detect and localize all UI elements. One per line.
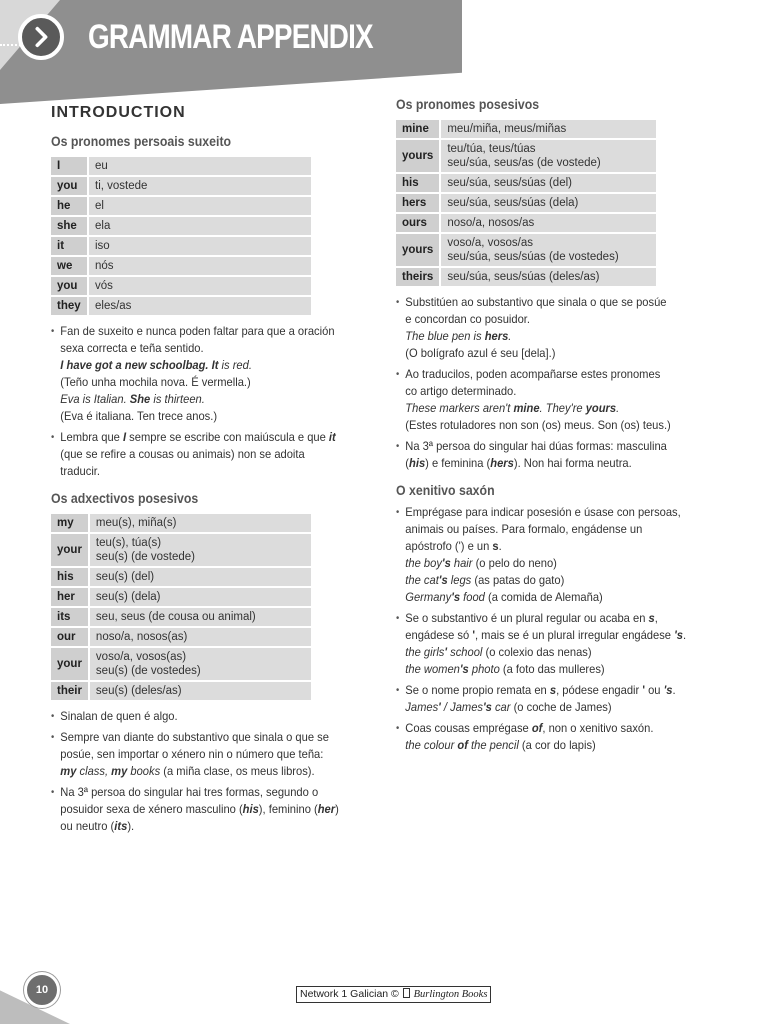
translation-cell: seu/súa, seus/súas (deles/as) [441, 268, 656, 286]
translation-cell: teu/túa, teus/túas seu/súa, seus/as (de vostede) [441, 140, 656, 172]
text-run: Sempre van diante do substantivo que sinala o que se [60, 730, 329, 744]
text-run: James [405, 700, 439, 714]
text-run: (Teño unha mochila nova. É vermella.) [60, 375, 251, 389]
text-run: ' [472, 628, 475, 642]
text-line [405, 572, 690, 589]
table-row [51, 608, 311, 626]
text-run: Substitúen ao substantivo que sinala o que se posúe [405, 295, 667, 309]
text-run: 's [483, 700, 492, 714]
text-run: ), feminino ( [258, 802, 318, 816]
text-run: ou [644, 683, 664, 697]
text-run: (Estes rotuladores non son (os) meus. Son (os) teus.) [405, 418, 671, 432]
table-row [51, 568, 311, 586]
text-run: is thirteen. [150, 392, 205, 406]
text-line [60, 446, 343, 463]
text-run: legs [447, 573, 472, 587]
text-run: posuidor sexa de xénero masculino ( [60, 802, 243, 816]
subheading-possessive-adjectives: Os adxectivos posesivos [51, 490, 199, 506]
section-title-introduction: INTRODUCTION [51, 104, 186, 121]
pronoun-cell: yours [396, 140, 441, 172]
text-line [405, 345, 690, 362]
pronoun-cell: our [51, 628, 90, 646]
text-line [405, 294, 690, 311]
text-run: (a miña clase, os meus libros). [160, 764, 315, 778]
text-run: car [491, 700, 511, 714]
text-line [60, 784, 343, 801]
text-run: (O bolígrafo azul é seu [dela].) [405, 346, 556, 360]
text-line [405, 366, 690, 383]
translation-cell: nós [89, 257, 311, 275]
text-run: Eva is Italian. [60, 392, 130, 406]
text-run: (a comida de Alemaña) [484, 590, 603, 604]
list-item [51, 729, 344, 780]
text-run: (as patas do gato) [471, 573, 565, 587]
pronoun-cell: your [51, 534, 90, 566]
text-line [60, 801, 343, 818]
text-run: the women [405, 662, 460, 676]
text-run: s [492, 539, 499, 553]
text-run: the cat [405, 573, 439, 587]
text-run: sempre se escribe con maiúscula e que [126, 430, 329, 444]
text-line [405, 400, 690, 417]
text-run: Ao traducilos, poden acompañarse estes pronomes [405, 367, 661, 381]
list-item [396, 366, 691, 434]
pronoun-cell: its [51, 608, 90, 626]
pronoun-cell: she [51, 217, 89, 235]
text-line [60, 746, 343, 763]
text-run: the pencil [467, 738, 519, 752]
text-line [405, 438, 690, 455]
text-run: yours [585, 401, 617, 415]
table-row [51, 217, 311, 235]
text-run: . [616, 401, 620, 415]
text-line [60, 708, 343, 725]
pronoun-cell: you [51, 277, 89, 295]
text-run: sexa correcta e teña sentido. [60, 341, 204, 355]
text-line [405, 644, 690, 661]
text-run: Na 3ª persoa do singular hai tres formas, segundo o [60, 785, 319, 799]
table-row [396, 120, 656, 138]
translation-cell: meu(s), miña(s) [90, 514, 311, 532]
text-run: The blue pen is [405, 329, 485, 343]
text-line [60, 357, 343, 374]
text-run: . [508, 329, 512, 343]
pronoun-cell: my [51, 514, 90, 532]
table-row [51, 682, 311, 700]
text-run: I [122, 430, 127, 444]
text-run: (o coche de James) [510, 700, 612, 714]
list-item [396, 504, 691, 606]
list-item [396, 682, 691, 716]
text-run: the boy [405, 556, 442, 570]
text-run: his [409, 456, 426, 470]
translation-cell: iso [89, 237, 311, 255]
list-item [51, 784, 344, 835]
text-run: . They're [539, 401, 586, 415]
text-line [405, 699, 690, 716]
text-run: I have got a new schoolbag. [60, 358, 212, 372]
text-run: (a foto das mulleres) [499, 662, 605, 676]
text-run: s [648, 611, 655, 625]
pronoun-cell: yours [396, 234, 441, 266]
pronoun-cell: mine [396, 120, 441, 138]
table-row [51, 257, 311, 275]
text-run: It [211, 358, 219, 372]
table-row [51, 514, 311, 532]
text-run: ou neutro ( [60, 819, 115, 833]
text-run: ' [438, 700, 441, 714]
text-run: food [460, 590, 485, 604]
pronoun-cell: he [51, 197, 89, 215]
table-row [396, 214, 656, 232]
text-line [60, 391, 343, 408]
list-item [396, 438, 691, 472]
translation-cell: voso/a, vosos/as seu/súa, seus/súas (de vostedes) [441, 234, 656, 266]
table-row [396, 194, 656, 212]
text-run: Coas cousas emprégase [405, 721, 532, 735]
table-row [51, 534, 311, 566]
table-row [51, 588, 311, 606]
text-run: traducir. [60, 464, 100, 478]
table-row [396, 268, 656, 286]
subheading-saxon-genitive: O xenitivo saxón [396, 482, 495, 498]
text-line [405, 328, 690, 345]
text-run: hers [484, 329, 509, 343]
text-run: ' [642, 683, 645, 697]
table-row [51, 197, 311, 215]
possessive-pronouns-notes [396, 294, 692, 472]
text-line [405, 538, 690, 555]
pronoun-cell: it [51, 237, 89, 255]
text-line [60, 408, 343, 425]
header-badge [18, 14, 64, 60]
text-run: mine [513, 401, 540, 415]
text-run: s [549, 683, 557, 697]
text-run: , pódese engadir [556, 683, 643, 697]
text-line [60, 340, 343, 357]
text-run: ). [127, 819, 135, 833]
text-line [405, 311, 690, 328]
list-item [51, 429, 344, 480]
translation-cell: meu/miña, meus/miñas [441, 120, 656, 138]
pronoun-cell: his [396, 174, 441, 192]
text-run: her [317, 802, 336, 816]
page-number: 10 [24, 972, 60, 1008]
text-run: hair [450, 556, 473, 570]
translation-cell: seu, seus (de cousa ou animal) [90, 608, 311, 626]
text-run: engádese só [405, 628, 473, 642]
pronoun-cell: they [51, 297, 89, 315]
text-run: (o colexio das nenas) [482, 645, 592, 659]
text-run: hers [490, 456, 514, 470]
text-run: my [111, 764, 128, 778]
pronoun-cell: her [51, 588, 90, 606]
text-run: his [242, 802, 259, 816]
text-line [405, 661, 690, 678]
text-run: Emprégase para indicar posesión e úsase con persoas, [405, 505, 681, 519]
pronoun-cell: his [51, 568, 90, 586]
text-line [405, 682, 690, 699]
text-run: it [328, 430, 336, 444]
text-run: its [114, 819, 128, 833]
text-run: ( [405, 456, 410, 470]
text-run: . [672, 683, 676, 697]
text-line [405, 504, 690, 521]
text-line [405, 589, 690, 606]
text-run: . [498, 539, 502, 553]
table-row [396, 234, 656, 266]
text-line [60, 323, 343, 340]
text-line [405, 521, 690, 538]
text-line [60, 763, 343, 780]
text-run: Se o substantivo é un plural regular ou acaba en [405, 611, 649, 625]
text-run: Se o nome propio remata en [405, 683, 550, 697]
personal-pronouns-notes [51, 323, 345, 480]
text-run: She [129, 392, 151, 406]
text-run: ) [335, 802, 339, 816]
text-run: 's [663, 683, 673, 697]
text-run: ) e feminina ( [425, 456, 491, 470]
text-line [405, 737, 690, 754]
text-run: , mais se é un plural irregular engádese [474, 628, 675, 642]
text-run: my [60, 764, 77, 778]
list-item [396, 294, 691, 362]
translation-cell: seu(s) (deles/as) [90, 682, 311, 700]
text-run: 's [674, 628, 683, 642]
text-run: , non o xenitivo saxón. [542, 721, 654, 735]
text-line [405, 417, 690, 434]
pronoun-cell: hers [396, 194, 441, 212]
text-run: 's [459, 662, 469, 676]
text-run: of [457, 738, 468, 752]
translation-cell: seu/súa, seus/súas (dela) [441, 194, 656, 212]
text-run: ). Non hai forma neutra. [513, 456, 632, 470]
burlington-logo-icon [403, 988, 410, 998]
pronoun-cell: you [51, 177, 89, 195]
text-run: books [127, 764, 161, 778]
translation-cell: el [89, 197, 311, 215]
subheading-possessive-pronouns: Os pronomes posesivos [396, 96, 540, 112]
text-run: 's [441, 556, 451, 570]
table-row [51, 277, 311, 295]
text-run: apóstrofo (') e un [405, 539, 493, 553]
list-item [51, 323, 344, 425]
text-run: is red. [218, 358, 252, 372]
possessive-pronouns-table [396, 118, 656, 288]
text-run: Lembra que [60, 430, 123, 444]
text-run: the colour [405, 738, 458, 752]
footer-series: Network 1 Galician © [300, 988, 399, 1000]
pronoun-cell: I [51, 157, 89, 175]
translation-cell: seu/súa, seus/súas (del) [441, 174, 656, 192]
text-run: animais ou países. Para formalo, engádense un [405, 522, 643, 536]
text-run: photo [468, 662, 500, 676]
pronoun-cell: their [51, 682, 90, 700]
table-row [51, 237, 311, 255]
text-line [60, 429, 343, 446]
translation-cell: vós [89, 277, 311, 295]
text-run: of [531, 721, 543, 735]
text-line [405, 555, 690, 572]
possessive-adjectives-notes [51, 708, 345, 835]
table-row [51, 628, 311, 646]
translation-cell: teu(s), túa(s) seu(s) (de vostede) [90, 534, 311, 566]
translation-cell: voso/a, vosos(as) seu(s) (de vostedes) [90, 648, 311, 680]
pronoun-cell: ours [396, 214, 441, 232]
text-run: Fan de suxeito e nunca poden faltar para que a oración [60, 324, 335, 338]
pronoun-cell: theirs [396, 268, 441, 286]
text-line [405, 383, 690, 400]
chevron-right-icon [30, 26, 52, 48]
list-item [396, 610, 691, 678]
table-row [51, 297, 311, 315]
text-run: These markers aren't [405, 401, 514, 415]
text-run: school [447, 645, 483, 659]
table-row [51, 177, 311, 195]
text-run: co artigo determinado. [405, 384, 517, 398]
translation-cell: eu [89, 157, 311, 175]
text-run: (o pelo do neno) [472, 556, 557, 570]
text-run: posúe, sen importar o xénero nin o número que teña: [60, 747, 324, 761]
pronoun-cell: we [51, 257, 89, 275]
text-line [60, 374, 343, 391]
text-line [405, 720, 690, 737]
personal-pronouns-table [51, 155, 311, 317]
list-item [396, 720, 691, 754]
translation-cell: noso/a, nosos/as [441, 214, 656, 232]
left-column [51, 100, 345, 845]
pronoun-cell: your [51, 648, 90, 680]
list-item [51, 708, 344, 725]
text-run: . [682, 628, 687, 642]
text-run: 's [438, 573, 448, 587]
text-run: / James [440, 700, 484, 714]
translation-cell: ela [89, 217, 311, 235]
table-row [51, 648, 311, 680]
translation-cell: eles/as [89, 297, 311, 315]
text-run: ' [444, 645, 448, 659]
saxon-genitive-notes [396, 504, 692, 754]
footer-credit [296, 986, 491, 1003]
footer-brand: Burlington Books [413, 989, 488, 1000]
text-run: Germany [405, 590, 452, 604]
possessive-adjectives-table [51, 512, 311, 702]
translation-cell: noso/a, nosos(as) [90, 628, 311, 646]
text-run: the girls [405, 645, 445, 659]
text-run: Sinalan de quen é algo. [60, 709, 178, 723]
text-run: e concordan co posuidor. [405, 312, 531, 326]
right-column [396, 96, 692, 764]
translation-cell: seu(s) (del) [90, 568, 311, 586]
text-line [405, 455, 690, 472]
translation-cell: seu(s) (dela) [90, 588, 311, 606]
text-line [60, 463, 343, 480]
text-line [405, 627, 690, 644]
text-line [60, 729, 343, 746]
text-line [405, 610, 690, 627]
text-run: , [654, 611, 658, 625]
text-run: (que se refire a cousas ou animais) non se adoita [60, 447, 305, 461]
text-run: 's [451, 590, 461, 604]
table-row [396, 140, 656, 172]
text-run: Na 3ª persoa do singular hai dúas formas: masculina [405, 439, 667, 453]
text-run: (a cor do lapis) [518, 738, 596, 752]
text-run: class, [76, 764, 112, 778]
translation-cell: ti, vostede [89, 177, 311, 195]
table-row [396, 174, 656, 192]
subheading-personal-pronouns: Os pronomes persoais suxeito [51, 133, 232, 149]
text-run: (Eva é italiana. Ten trece anos.) [60, 409, 218, 423]
table-row [51, 157, 311, 175]
page-title: GRAMMAR APPENDIX [88, 18, 373, 56]
text-line [60, 818, 343, 835]
